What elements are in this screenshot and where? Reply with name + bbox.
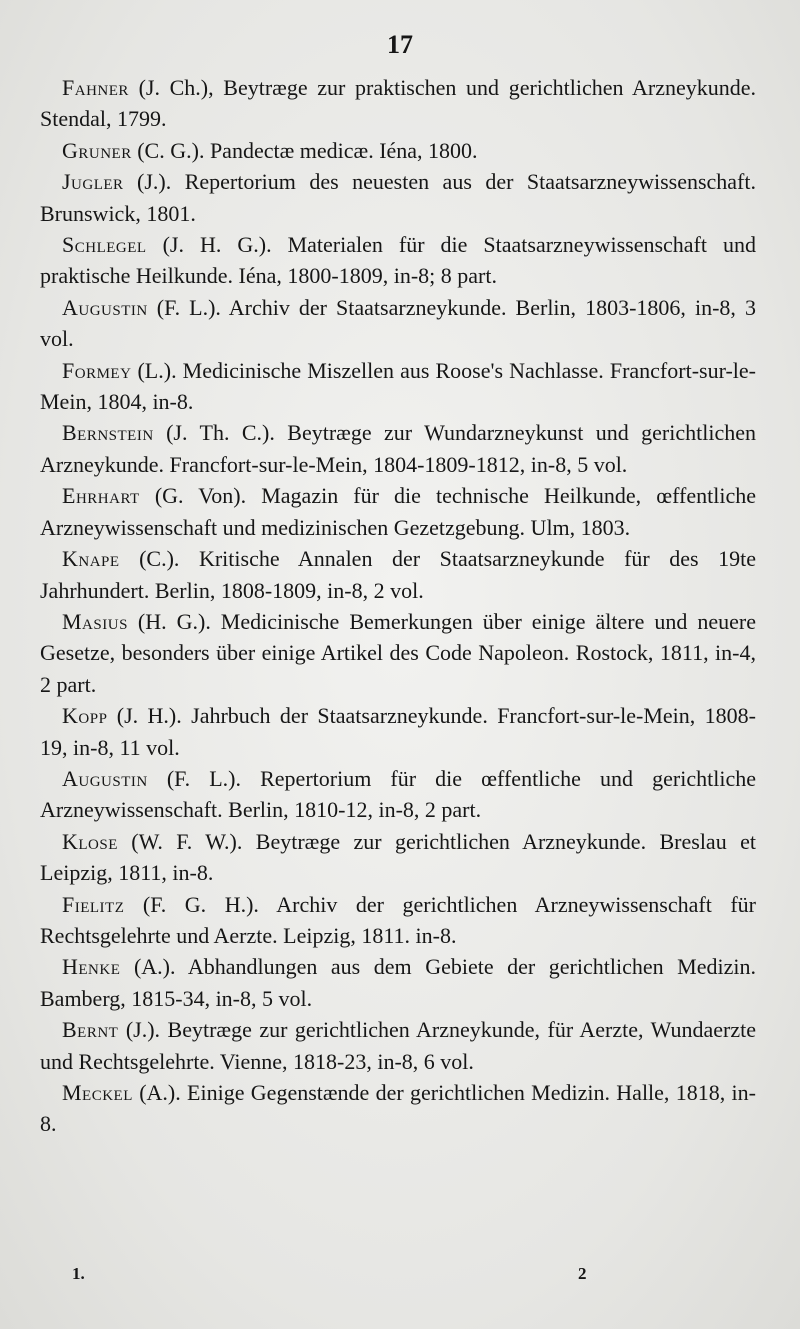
entry-author: Fahner — [62, 75, 129, 100]
entry-text: (J. Th. C.). Beytræge zur Wundarzneykunst und gerichtlichen Arzneykunde. Francfort-sur-le-Mein, 1804-1809-1812, in-8, 5 vol. — [40, 420, 756, 477]
entry-author: Ehrhart — [62, 483, 140, 509]
page-number: 17 — [387, 30, 413, 59]
entry-text: (G. Von). Magazin für die technische Heilkunde, œffentliche Arzneywissenschaft und medizinischen Gezetzgebung. Ulm, 1803. — [40, 483, 756, 540]
bibliography-entry — [40, 166, 756, 229]
entry-text: (J. H. G.). Materialen für die Staatsarzneywissenschaft und praktische Heilkunde. Iéna, 1800-1809, in-8; 8 part. — [40, 232, 756, 289]
bibliography-entry — [40, 543, 756, 606]
entry-author: Fielitz — [62, 891, 125, 917]
entry-author: Kopp — [62, 703, 108, 729]
bibliography-entry — [40, 700, 756, 763]
entry-text: (J. Ch.), Beytræge zur praktischen und gerichtlichen Arzneykunde. Stendal, 1799. — [40, 75, 756, 132]
bibliography-entry — [40, 292, 756, 355]
entry-author: Schlegel — [62, 232, 147, 258]
entry-author: Bernstein — [62, 420, 154, 446]
entry-text: (J.). Repertorium des neuesten aus der Staatsarzneywissenschaft. Brunswick, 1801. — [40, 169, 756, 226]
entry-text: (H. G.). Medicinische Bemerkungen über einige ältere und neuere Gesetze, besonders über einige Artikel des Code Napoleon. Rostock, 1811, in-4, 2 part. — [40, 608, 756, 697]
bibliography-entry — [40, 826, 756, 889]
entry-text: (J.). Beytræge zur gerichtlichen Arzneykunde, für Aerzte, Wundaerzte und Rechtsgelehrte. Vienne, 1818-23, in-8, 6 vol. — [40, 1017, 756, 1074]
bibliography-entry — [40, 417, 756, 480]
bibliography-entry — [40, 606, 756, 700]
entry-text: (C.). Kritische Annalen der Staatsarzneykunde für des 19te Jahrhundert. Berlin, 1808-1809, in-8, 2 vol. — [40, 546, 756, 603]
entry-text: (F. G. H.). Archiv der gerichtlichen Arzneywissenschaft für Rechtsgelehrte und Aerzte. Leipzig, 1811. in-8. — [40, 891, 756, 948]
entry-text: (C. G.). Pandectæ medicæ. Iéna, 1800. — [131, 137, 478, 163]
entry-text: (J. H.). Jahrbuch der Staatsarzneykunde. Francfort-sur-le-Mein, 1808-19, in-8, 11 vol. — [40, 703, 756, 760]
entry-author: Augustin — [62, 765, 148, 791]
bibliography-entry — [40, 763, 756, 826]
bibliography-entry — [40, 1014, 756, 1077]
entry-text: (W. F. W.). Beytræge zur gerichtlichen Arzneykunde. Breslau et Leipzig, 1811, in-8. — [40, 828, 756, 886]
bibliography-entry — [40, 889, 756, 952]
entry-author: Masius — [62, 608, 128, 634]
entry-author: Gruner — [62, 137, 132, 163]
bibliography-entry — [40, 1077, 756, 1140]
entry-author: Meckel — [62, 1080, 133, 1105]
entry-text: (F. L.). Repertorium für die œffentliche und gerichtliche Arzneywissenschaft. Berlin, 1810-12, in-8, 2 part. — [40, 765, 756, 823]
bibliography-entry — [40, 480, 756, 543]
entry-author: Bernt — [62, 1017, 119, 1043]
bibliography-entry — [40, 355, 756, 418]
bibliography-entry — [40, 229, 756, 292]
entry-author: Klose — [62, 828, 118, 854]
entry-text: (F. L.). Archiv der Staatsarzneykunde. Berlin, 1803-1806, in-8, 3 vol. — [40, 294, 756, 352]
bibliography-entry — [40, 951, 756, 1014]
entry-text: (A.). Einige Gegenstænde der gerichtlichen Medizin. Halle, 1818, in-8. — [40, 1080, 756, 1137]
entry-text: (A.). Abhandlungen aus dem Gebiete der gerichtlichen Medizin. Bamberg, 1815-34, in-8, 5 vol. — [40, 954, 756, 1011]
bibliography-list — [40, 72, 756, 1140]
entry-author: Augustin — [62, 294, 148, 320]
bibliography-entry — [40, 135, 756, 166]
bibliography-entry — [40, 72, 756, 135]
entry-text: (L.). Medicinische Miszellen aus Roose's Nachlasse. Francfort-sur-le-Mein, 1804, in-8. — [40, 357, 756, 415]
entry-author: Formey — [62, 357, 132, 383]
signature-mark-right: 2 — [578, 1264, 587, 1283]
entry-author: Knape — [62, 546, 120, 572]
signature-mark: 1. — [72, 1264, 85, 1283]
entry-author: Henke — [62, 954, 121, 980]
entry-author: Jugler — [62, 169, 124, 195]
